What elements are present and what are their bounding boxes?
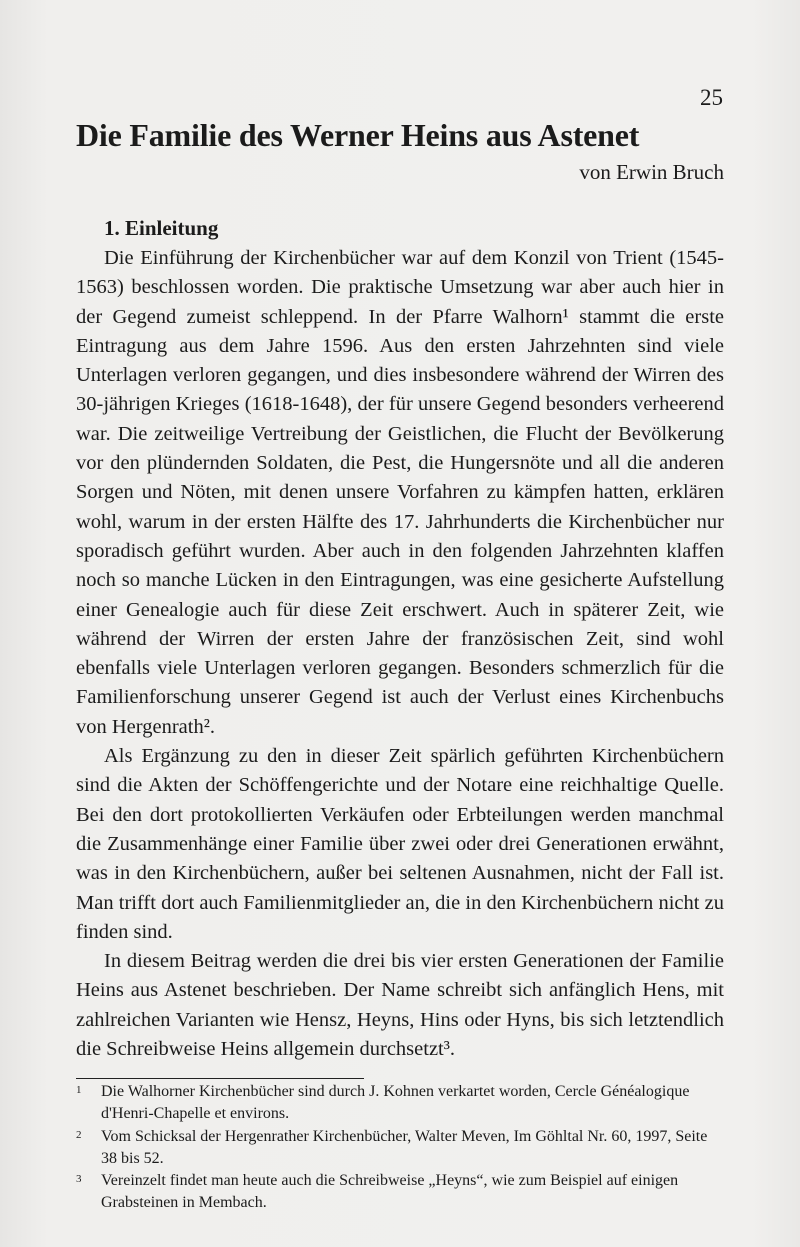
footnote-marker: 1 xyxy=(76,1084,82,1096)
footnote-marker: 3 xyxy=(76,1173,82,1186)
paragraph-3: In diesem Beitrag werden die drei bis vier ersten Generationen der Familie Heins aus Astenet beschrieben. Der Name schreibt sich anfänglich Hens, mit zahlreichen Varianten wie Hensz, Heyns, Hins oder Hyns, bis sich letztendlich die Schreibweise Heins allgemein durchsetzt³. xyxy=(76,950,724,1061)
footnote-2 xyxy=(76,1126,724,1171)
article-body xyxy=(76,244,724,1064)
footnote-divider xyxy=(76,1078,364,1079)
footnote-text: Vom Schicksal der Hergenrather Kirchenbücher, Walter Meven, Im Göhltal Nr. 60, 1997, Seite 38 bis 52. xyxy=(101,1127,708,1167)
footnote-marker: 2 xyxy=(76,1128,82,1141)
footnote-text: Die Walhorner Kirchenbücher sind durch J. Kohnen verkartet worden, Cercle Généalogique d'Henri-Chapelle et environs. xyxy=(101,1083,690,1123)
footnote-3 xyxy=(76,1170,724,1215)
article-author: von Erwin Bruch xyxy=(579,160,724,184)
footnote-1 xyxy=(76,1081,724,1126)
footnote-text: Vereinzelt findet man heute auch die Schreibweise „Heyns“, wie zum Beispiel auf einigen Grabsteinen in Membach. xyxy=(101,1172,679,1212)
paragraph-1: Die Einführung der Kirchenbücher war auf dem Konzil von Trient (1545-1563) beschlossen worden. Die praktische Umsetzung war aber auch hier in der Gegend zumeist schleppend. In der Pfarre Walhorn¹ stammt die erste Eintragung aus dem Jahre 1596. Aus den ersten Jahrzehnten sind viele Unterlagen verloren gegangen, und dies insbesondere während der Wirren des 30-jährigen Krieges (1618-1648), der für unsere Gegend besonders verheerend war. Die zeitweilige Vertreibung der Geistlichen, die Flucht der Bevölkerung vor den plündernden Soldaten, die Pest, die Hungersnöte und all die anderen Sorgen und Nöten, mit denen unsere Vorfahren zu kämpfen hatten, erklären wohl, warum in der ersten Hälfte des 17. Jahrhunderts die Kirchenbücher nur sporadisch geführt wurden. Aber auch in den folgenden Jahrzehnten klaffen noch so manche Lücken in den Eintragungen, was eine gesicherte Aufstellung einer Genealogie auch für diese Zeit erschwert. Auch in späterer Zeit, wie während der Wirren der ersten Jahre der französischen Zeit, sind wohl ebenfalls viele Unterlagen verloren gegangen. Besonders schmerzlich für die Familienforschung unserer Gegend ist auch der Verlust eines Kirchenbuchs von Hergenrath². xyxy=(76,247,724,738)
page-number: 25 xyxy=(700,85,723,110)
footnotes xyxy=(76,1081,724,1215)
article-title: Die Familie des Werner Heins aus Astenet xyxy=(76,117,640,153)
paragraph-2: Als Ergänzung zu den in dieser Zeit spärlich geführten Kirchenbüchern sind die Akten der Schöffengerichte und der Notare eine reichhaltige Quelle. Bei den dort protokollierten Verkäufen oder Erbteilungen werden manchmal die Zusammenhänge einer Familie über zwei oder drei Generationen erwähnt, was in den Kirchenbüchern, außer bei seltenen Ausnahmen, nicht der Fall ist. Man trifft dort auch Familienmitglieder an, die in den Kirchenbüchern nicht zu finden sind. xyxy=(76,745,724,943)
section-heading: 1. Einleitung xyxy=(104,216,219,240)
